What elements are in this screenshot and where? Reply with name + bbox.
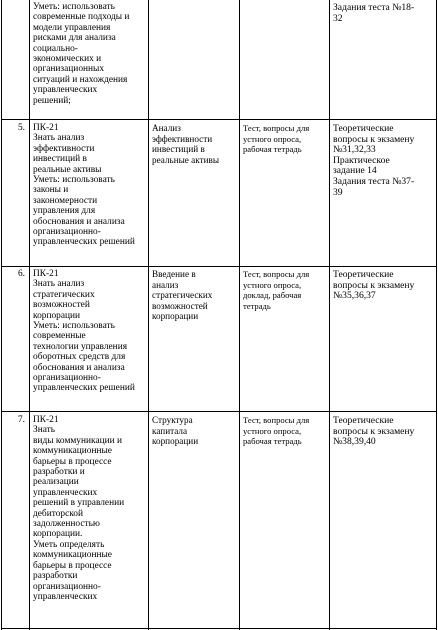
column-divider bbox=[148, 0, 149, 630]
control-form-cell: Тест, вопросы для устного опроса, рабочая тетрадь bbox=[243, 123, 310, 155]
column-divider bbox=[329, 0, 330, 630]
competence-cell: ПК-21 Знать анализ стратегических возможностей корпорации Уметь: использовать современные технологии управления оборотных средств для обоснования и анализа организационно- управленческих решений bbox=[33, 269, 135, 394]
column-divider bbox=[239, 0, 240, 630]
competence-cell: ПК-21 Знать анализ эффективности инвестиций в реальные активы Уметь: использовать законы и закономерности управления для обоснования и анализа организационно- управленческих решений bbox=[33, 123, 135, 248]
row-number: 5. bbox=[17, 123, 25, 133]
table-border-bottom bbox=[1, 628, 437, 629]
row-number: 6. bbox=[17, 269, 25, 279]
competence-cell: Уметь: использовать современные подходы и модели управления рисками для анализа социально- экономических и организационных ситуаций и нахождения управленческих решений; bbox=[33, 2, 130, 106]
tasks-cell: Теоретические вопросы к экзамену №31,32,33 Практическое задание 14 Задания теста №37- 39 bbox=[333, 124, 415, 198]
topic-cell: Структура капитала корпорации bbox=[152, 415, 199, 446]
control-form-cell: Тест, вопросы для устного опроса, рабочая тетрадь bbox=[243, 415, 310, 447]
row-divider bbox=[1, 266, 437, 267]
tasks-cell: Теоретические вопросы к экзамену №38,39,40 bbox=[333, 416, 415, 448]
column-divider bbox=[29, 0, 30, 630]
table-border-right bbox=[436, 0, 437, 630]
topic-cell: Введение в анализ стратегических возможностей корпорации bbox=[152, 269, 213, 321]
row-number: 7. bbox=[17, 415, 25, 425]
control-form-cell: Тест, вопросы для устного опроса, доклад, рабочая тетрадь bbox=[243, 269, 310, 311]
row-divider bbox=[1, 411, 437, 412]
tasks-cell: Задания теста №18- 32 bbox=[333, 3, 415, 24]
row-divider bbox=[1, 119, 437, 120]
tasks-cell: Теоретические вопросы к экзамену №35,36,37 bbox=[333, 270, 415, 302]
competence-cell: ПК-21 Знать виды коммуникации и коммуникационные барьеры в процессе разработки и реализации управленческих решений в управлении дебиторской задолженностью корпорации. Уметь определять коммуникационные барьеры в процессе разработки организационно- управленческих bbox=[33, 415, 125, 602]
table-border-left bbox=[1, 0, 2, 630]
topic-cell: Анализ эффективности инвестиций в реальные активы bbox=[152, 123, 220, 165]
